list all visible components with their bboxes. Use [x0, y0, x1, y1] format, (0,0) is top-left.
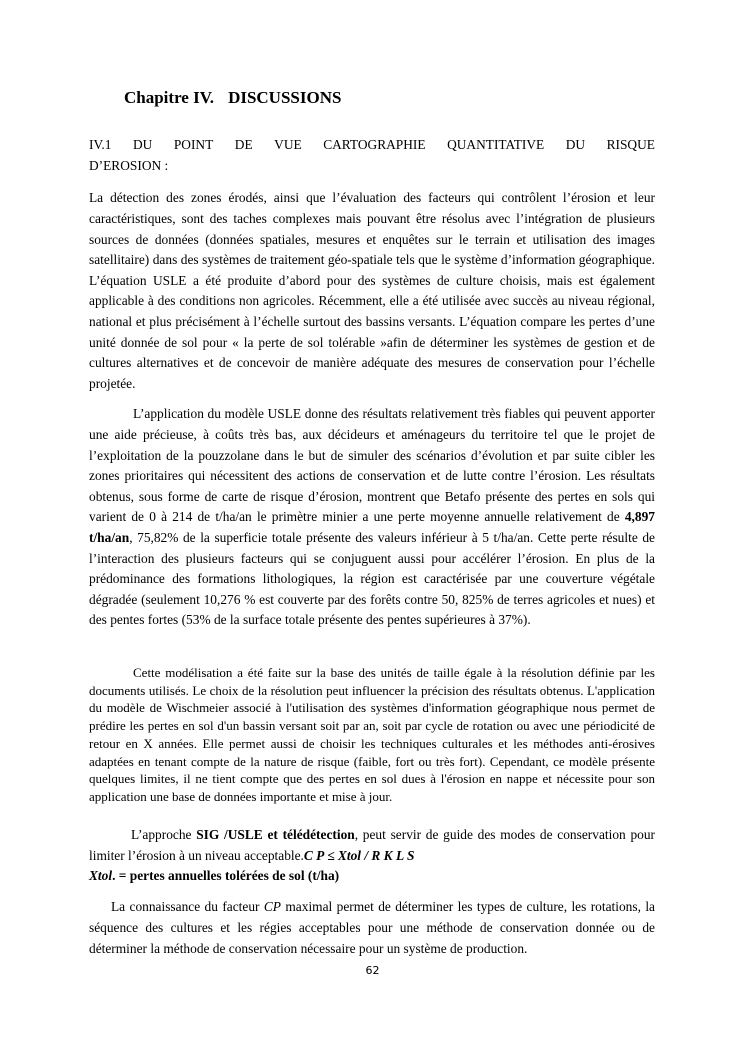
page-number: 62 [365, 964, 380, 977]
paragraph-intro: La détection des zones érodés, ainsi que l’évaluation des facteurs qui contrôlent l’érosion et leur caractéristiques, sont des taches complexes mais pouvant être résolus avec l’intégration de plusieurs sources de données (données spatiales, mesures et enquêtes sur le terrain et utilisation des images satellitaire) dans des systèmes de traitement géo-spatiale tels que le système d’information géographique. L’équation USLE a été produite d’abord pour des systèmes de culture choisis, mais est également applicable à des conditions non agricoles. Récemment, elle a été utilisée avec succès au niveau régional, national et plus précisément à l’échelle surtout des bassins versants. L’équation compare les pertes d’une unité donnée de sol pour « la perte de sol tolérable »afin de déterminer les systèmes de gestion et de cultures alternatives et de concevoir de manière adéquate des mesures de conservation pour l’échelle projetée. [89, 190, 655, 391]
paragraph-approach [89, 825, 655, 887]
section-word: POINT [173, 137, 214, 152]
section-heading-line [89, 135, 655, 156]
approach-text [89, 825, 655, 866]
cp-formula: C P ≤ Xtol / R K L S [303, 847, 415, 863]
section-word: DU [132, 137, 153, 152]
section-word: QUANTITATIVE [447, 137, 545, 152]
xtol-definition [89, 868, 339, 883]
paragraph-text: maximal permet de déterminer les types de culture, les rotations, la séquence des cultures et les régies acceptables pour une méthode de conservation donnée ou de déterminer la méthode de conservation nécessaire pour un système de production. [89, 899, 655, 956]
paragraph-text: , 75,82% de la superficie totale présente des valeurs inférieur à 5 t/ha/an. Cette perte résulte de l’interaction des plusieurs facteurs qui se conjuguent aussi pour accélérer l’érosion. En plus de la prédominance des formations lithologiques, la région est caractérisée par une couverture végétale dégradée (seulement 10,276 % est couverte par des forêts contre 50, 825% de terres agricoles et nues) et des pentes fortes (53% de la surface totale présente des pentes supérieures à 37%). [89, 529, 655, 628]
section-word: VUE [274, 137, 302, 152]
paragraph-cp-factor [89, 897, 655, 959]
cp-symbol: CP [263, 899, 281, 915]
section-number: IV.1 [89, 137, 112, 152]
approach-bold: SIG /USLE et télédétection [196, 827, 355, 842]
chapter-heading [124, 88, 341, 108]
section-word: CARTOGRAPHIE [323, 137, 426, 152]
section-heading [89, 135, 655, 176]
section-heading-end: D’EROSION : [89, 157, 169, 173]
paragraph-text: La connaissance du facteur [111, 899, 264, 915]
section-word: DE [234, 137, 253, 152]
xtol-symbol: Xtol [89, 868, 113, 884]
section-word: RISQUE [606, 137, 655, 152]
paragraph-modelling: Cette modélisation a été faite sur la base des unités de taille égale à la résolution définie par les documents utilisés. Le choix de la résolution peut influencer la précision des résultats obtenus. L'application du modèle de Wischmeier associé à l'utilisation des systèmes d'information géographique nous permet de prédire les pertes en sol d'un bassin versant soit par an, soit par cycle de rotation ou avec une périodicité de retour en X années. Elle permet aussi de choisir les techniques culturales et les méthodes anti-érosives adaptées en tenant compte de la nature de risque (faible, fort ou très fort). Cependant, ce modèle présente quelques limites, il ne tient compte que des pertes en sol dues à l'érosion en nappe et nécessite pour son application une base de données importante et mise à jour. [89, 665, 655, 804]
chapter-title: DISCUSSIONS [228, 88, 342, 107]
mean-loss-value: 4,897 t/ha/an [89, 509, 655, 545]
approach-rest: , peut servir de guide des modes de conservation pour limiter l’érosion à un niveau acceptable. [89, 827, 655, 863]
section-word: DU [565, 137, 586, 152]
paragraph-text: L’application du modèle USLE donne des résultats relativement très fiables qui peuvent apporter une aide précieuse, à coûts très bas, aux décideurs et aménageurs du territoire tel que le projet de l’exploitation de la pouzzolane dans le but de simuler des scénarios d’évolution et par suite cibler les zones prioritaires qui nécessitent des actions de conservation et de lutte contre l’érosion. Les résultats obtenus, sous forme de carte de risque d’érosion, montrent que Betafo présente des pertes en sols qui varient de 0 à 214 de t/ha/an le primètre minier a une perte moyenne annuelle relativement de [89, 406, 655, 525]
xtol-def-text: . = pertes annuelles tolérées de sol (t/ha) [112, 868, 340, 884]
approach-lead: L’approche [131, 827, 197, 842]
paragraph-usle-results [89, 404, 655, 631]
chapter-label: Chapitre IV. [124, 88, 215, 107]
